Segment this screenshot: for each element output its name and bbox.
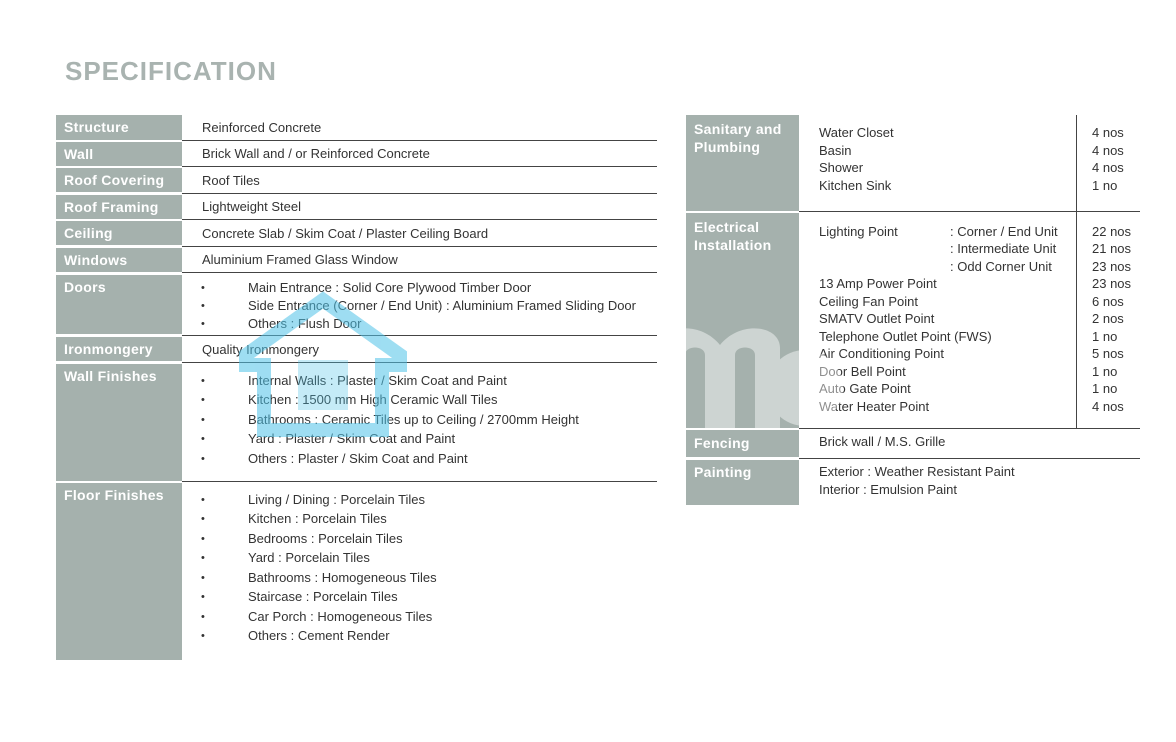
wall-finishes-item: Internal Walls : Plaster / Skim Coat and Paint [248,373,507,388]
label-wall-finishes: Wall Finishes [56,364,182,481]
bullet: • [201,375,205,387]
label-ironmongery: Ironmongery [56,337,182,361]
sanitary-item: Kitchen Sink [819,178,892,193]
wall-finishes-item: Kitchen : 1500 mm High Ceramic Wall Tiles [248,392,498,407]
bullet: • [201,494,205,506]
divider [182,481,657,482]
bullet: • [201,591,205,603]
electrical-item: Telephone Outlet Point (FWS) [819,329,992,344]
bullet: • [201,318,205,330]
electrical-item: Water Heater Point [819,399,930,414]
label-roof-framing: Roof Framing [56,195,182,219]
wall-finishes-item: Bathrooms : Ceramic Tiles up to Ceiling / 2700mm Height [248,412,579,427]
sanitary-qty: 4 nos [1092,160,1124,175]
value-windows: Aluminium Framed Glass Window [202,252,398,267]
label-wall: Wall [56,142,182,166]
bullet: • [201,433,205,445]
floor-finishes-item: Car Porch : Homogeneous Tiles [248,609,433,624]
electrical-lighting: Lighting Point [819,224,898,239]
electrical-qty: 1 no [1092,364,1118,379]
value-ironmongery: Quality Ironmongery [202,342,320,357]
label-doors: Doors [56,275,182,334]
bullet: • [201,453,205,465]
value-roof-framing: Lightweight Steel [202,199,302,214]
value-ceiling: Concrete Slab / Skim Coat / Plaster Ceiling Board [202,226,489,241]
divider [182,193,657,194]
label-sanitary-line2: Plumbing [694,139,761,155]
electrical-qty: 6 nos [1092,294,1124,309]
label-painting: Painting [686,460,799,505]
qty-column-divider [1076,115,1077,428]
sanitary-item: Shower [819,160,864,175]
divider [182,246,657,247]
divider [182,219,657,220]
electrical-item: 13 Amp Power Point [819,276,937,291]
label-sanitary [686,115,799,211]
value-wall: Brick Wall and / or Reinforced Concrete [202,146,430,161]
bullet: • [201,282,205,294]
bullet: • [201,394,205,406]
doors-item: Main Entrance : Solid Core Plywood Timber Door [248,280,532,295]
electrical-unit: : Corner / End Unit [950,224,1058,239]
electrical-qty: 5 nos [1092,346,1124,361]
painting-item: Exterior : Weather Resistant Paint [819,464,1015,479]
floor-finishes-item: Kitchen : Porcelain Tiles [248,511,387,526]
floor-finishes-item: Yard : Porcelain Tiles [248,550,370,565]
electrical-qty: 21 nos [1092,241,1132,256]
floor-finishes-item: Bedrooms : Porcelain Tiles [248,531,403,546]
divider [182,166,657,167]
label-windows: Windows [56,248,182,272]
bullet: • [201,630,205,642]
label-structure: Structure [56,115,182,140]
label-fencing: Fencing [686,430,799,457]
bullet: • [201,611,205,623]
divider [182,335,657,336]
divider [182,140,657,141]
bullet: • [201,533,205,545]
divider [799,211,1140,212]
wall-finishes-item: Yard : Plaster / Skim Coat and Paint [248,431,456,446]
painting-item: Interior : Emulsion Paint [819,482,958,497]
divider [182,362,657,363]
label-floor-finishes: Floor Finishes [56,483,182,660]
bullet: • [201,414,205,426]
electrical-item: Door Bell Point [819,364,906,379]
bullet: • [201,513,205,525]
electrical-qty: 23 nos [1092,259,1132,274]
electrical-qty: 23 nos [1092,276,1132,291]
sanitary-qty: 1 no [1092,178,1118,193]
electrical-item: Auto Gate Point [819,381,911,396]
divider [799,428,1140,429]
sanitary-qty: 4 nos [1092,125,1124,140]
label-roof-covering: Roof Covering [56,168,182,192]
sanitary-item: Basin [819,143,852,158]
electrical-qty: 1 no [1092,381,1118,396]
label-electrical-line1: Electrical [694,219,760,235]
electrical-qty: 22 nos [1092,224,1132,239]
electrical-unit: : Intermediate Unit [950,241,1057,256]
wall-finishes-item: Others : Plaster / Skim Coat and Paint [248,451,468,466]
bullet: • [201,552,205,564]
electrical-item: Ceiling Fan Point [819,294,918,309]
electrical-qty: 1 no [1092,329,1118,344]
floor-finishes-item: Bathrooms : Homogeneous Tiles [248,570,437,585]
divider [182,272,657,273]
electrical-qty: 2 nos [1092,311,1124,326]
floor-finishes-item: Staircase : Porcelain Tiles [248,589,398,604]
label-electrical [686,213,799,428]
page-title: SPECIFICATION [65,56,277,86]
electrical-unit: : Odd Corner Unit [950,259,1052,274]
label-sanitary-line1: Sanitary and [694,121,782,137]
label-ceiling: Ceiling [56,221,182,245]
sanitary-item: Water Closet [819,125,894,140]
floor-finishes-item: Living / Dining : Porcelain Tiles [248,492,426,507]
sanitary-qty: 4 nos [1092,143,1124,158]
label-electrical-line2: Installation [694,237,772,253]
floor-finishes-item: Others : Cement Render [248,628,390,643]
bullet: • [201,300,205,312]
electrical-item: SMATV Outlet Point [819,311,935,326]
bullet: • [201,572,205,584]
electrical-item: Air Conditioning Point [819,346,945,361]
doors-item: Others : Flush Door [248,316,362,331]
divider [799,458,1140,459]
value-roof-covering: Roof Tiles [202,173,260,188]
electrical-qty: 4 nos [1092,399,1124,414]
doors-item: Side Entrance (Corner / End Unit) : Aluminium Framed Sliding Door [248,298,636,313]
value-structure: Reinforced Concrete [202,120,322,135]
value-fencing: Brick wall / M.S. Grille [819,434,946,449]
